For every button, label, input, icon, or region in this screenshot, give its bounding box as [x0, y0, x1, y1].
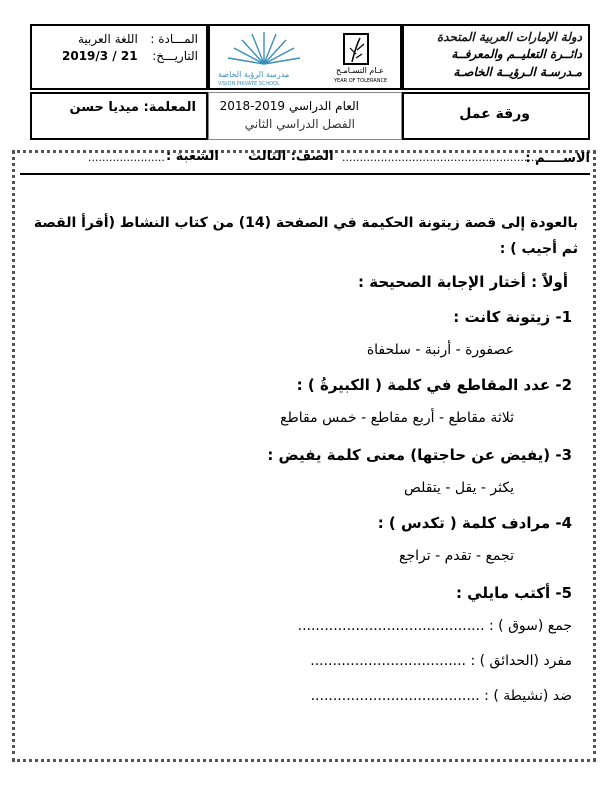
question-1: 1- زيتونة كانت : [453, 308, 572, 326]
worksheet-title: ورقة عمل [459, 106, 530, 122]
name-field[interactable]: ........................................................ [342, 151, 538, 164]
class-label: الصف: الثالث [248, 149, 334, 164]
date-label: التاريـــخ: [152, 49, 198, 63]
intro-line-1: بالعودة إلى قصة زيتونة الحكيمة في الصفحة (14) من كتاب النشاط (أقرأ القصة [33, 215, 578, 231]
question-2: 2- عدد المقاطع في كلمة ( الكبيرةُ ) : [296, 376, 572, 394]
subject-value: اللغة العربية [78, 32, 138, 46]
vision-school-name-ar: مدرسة الرؤية الخاصة [218, 70, 290, 79]
info-row [20, 143, 590, 175]
question-4-options: تجمع - تقدم - تراجع [399, 548, 514, 564]
country-name: دولة الإمارات العربية المتحدة [436, 30, 582, 44]
teacher-name: المعلمة: ميديا حسن [69, 100, 196, 115]
question-1-options: عصفورة - أرنبة - سلحفاة [366, 342, 514, 358]
section-heading: أولاً : أختار الإجابة الصحيحة : [358, 273, 568, 291]
question-5: 5- أكتب مايلي : [455, 584, 572, 602]
vision-school-logo-icon [214, 30, 314, 74]
q5-item-1[interactable]: جمع (سوق ) : .......................................... [297, 618, 572, 634]
intro-line-2: ثم أجيب ) : [499, 241, 578, 257]
academic-year: العام الدراسي 2019-2018 [219, 99, 359, 113]
teacher-box [30, 92, 208, 140]
name-label: الاســــم : [525, 151, 590, 166]
question-3-options: يكثر - يقل - يتقلص [403, 480, 514, 496]
school-name: مـدرسـة الـرؤيــة الخاصـة [453, 65, 582, 79]
ministry-name: دائــرة التعليــم والمعرفــة [451, 47, 582, 61]
vision-school-name-en: VISION PRIVATE SCHOOL [218, 81, 280, 87]
question-2-options: ثلاثة مقاطع - أربع مقاطع - خمس مقاطع [280, 410, 514, 426]
question-4: 4- مرادف كلمة ( تكدس ) : [377, 514, 572, 532]
header-left-box [30, 24, 208, 90]
question-3: 3- (يفيض عن حاجتها) معنى كلمة يفيض : [267, 446, 572, 464]
tolerance-text-en: YEAR OF TOLERANCE [334, 78, 388, 84]
tolerance-text-ar: عـام التسـامـح [336, 66, 384, 75]
header-right-box [402, 24, 590, 90]
header-logo-box [208, 24, 402, 90]
date-value: 2019/3 / 21 [62, 49, 138, 63]
subject-label: المـــادة : [150, 32, 198, 46]
worksheet-box [402, 92, 590, 140]
q5-item-2[interactable]: مفرد (الحدائق ) : ................................... [310, 653, 572, 669]
section-field[interactable]: ...................... [88, 151, 165, 164]
section-label: الشعبة : [166, 149, 219, 164]
semester: الفصل الدراسي الثاني [244, 117, 355, 131]
year-box [208, 92, 402, 140]
q5-item-3[interactable]: ضد (نشيطة ) : ...................................... [310, 688, 572, 704]
